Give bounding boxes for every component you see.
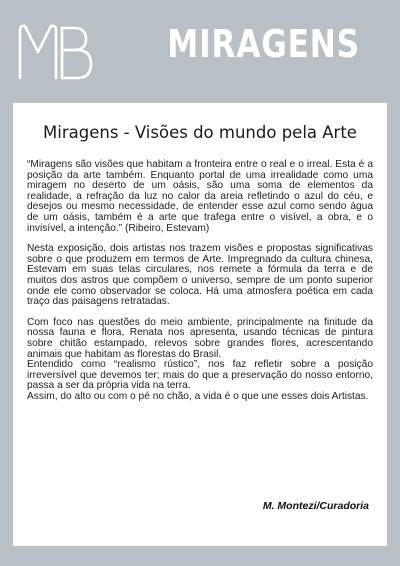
- paragraph-conclusion: Assim, do alto ou com o pé no chão, a vida é o que une esses dois Artistas.: [27, 390, 369, 402]
- paragraph-realismo: Entendido como “realismo rústico”, nos faz refletir sobre a posição irreversível que devemos ter; mais do que a preservação do nosso entorno, passa a ser da própria vida na terra.: [27, 359, 373, 392]
- brand-title: MIRAGENS: [167, 22, 360, 66]
- paragraph-renata: Com foco nas questões do meio ambiente, principalmente na finitude da nossa fauna e flora, Renata nos apresenta, usando técnicas de pintura sobre chitão estampado, relevos sobre grandes flores, acrescentando animais que habitam as florestas do Brasil.: [27, 316, 373, 360]
- header: [0, 0, 400, 100]
- paragraph-estevam: Nesta exposição, dois artistas nos trazem visões e propostas significativas sobre o que produzem em termos de Arte. Impregnado da cultura chinesa, Estevam em suas telas circulares, nos remete a fórmula da terra e de muitos dos astros que compõem o universo, sempre de um ponto superior onde ele como observador se coloca. Há uma atmosfera poética em cada traço das paisagens retratadas.: [27, 243, 373, 308]
- text-card: [13, 103, 387, 546]
- signature: M. Montezi/Curadoria: [262, 500, 369, 512]
- mb-logo: [16, 22, 94, 80]
- mb-logo-mark: [16, 22, 94, 80]
- article-body: [27, 160, 373, 402]
- page-title: Miragens - Visões do mundo pela Arte: [43, 123, 357, 142]
- paragraph-quote: “Miragens são visões que habitam a fronteira entre o real e o irreal. Esta é a posição da arte também. Enquanto portal de uma irrealidade como uma miragem no deserto de um oásis, são uma soma de elementos da realidade, a refração da luz no calor da areia refletindo o azul do céu, e desejos ou mesmo necessidade, de entender esse azul como sendo água de um oásis, também é a arte que trafega entre o visível, a obra, e o invisível, a intenção.” (Ribeiro, Estevam): [27, 159, 373, 234]
